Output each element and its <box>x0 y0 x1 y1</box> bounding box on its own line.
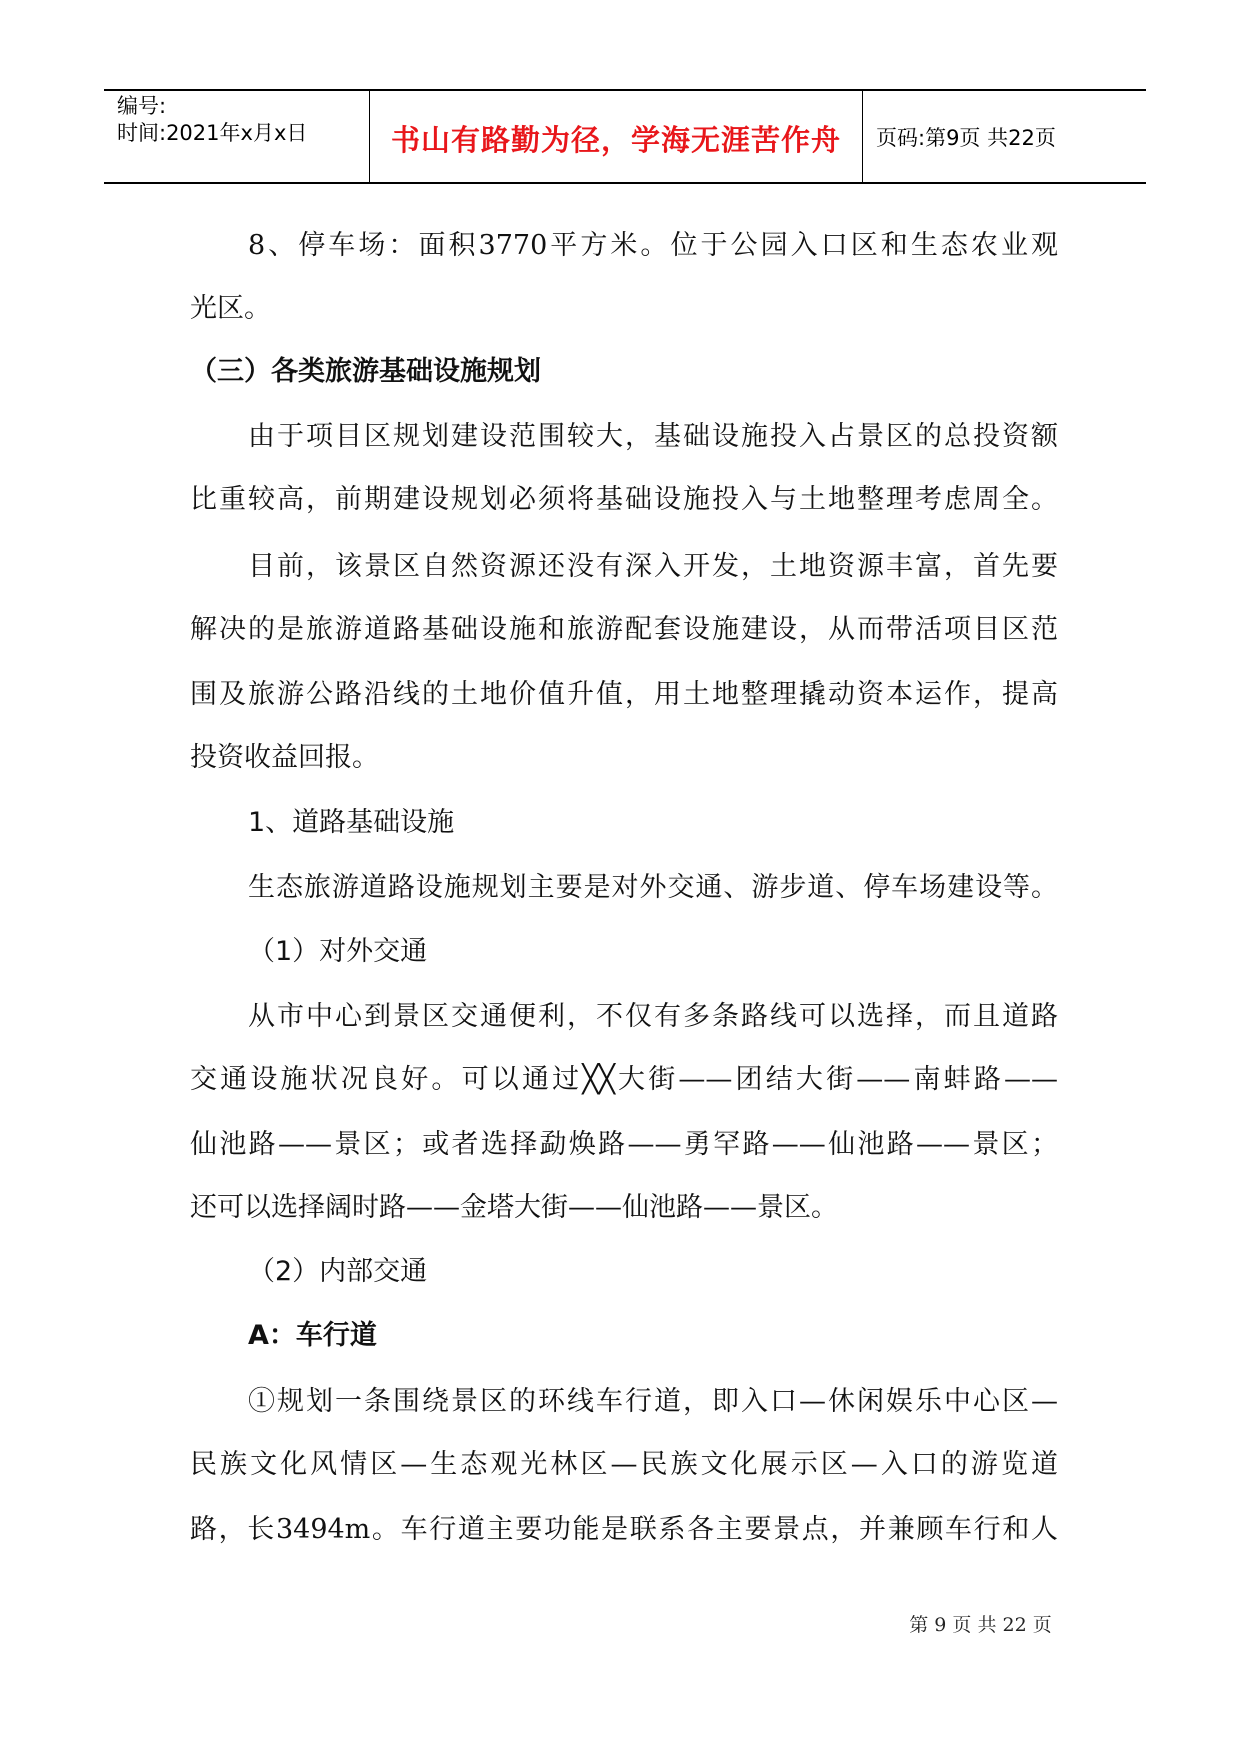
body-line: 路，长3494m。车行道主要功能是联系各主要景点，并兼顾车行和人 <box>190 1514 1058 1545</box>
page-footer: 第 9 页 共 22 页 <box>909 1614 1052 1636</box>
body-line: 民族文化风情区—生态观光林区—民族文化展示区—入口的游览道 <box>190 1449 1058 1480</box>
body-line: ①规划一条围绕景区的环线车行道，即入口—休闲娱乐中心区— <box>248 1386 1058 1417</box>
subsection-heading: A：车行道 <box>248 1320 377 1351</box>
header-number-label: 编号: <box>117 94 167 118</box>
body-line: 生态旅游道路设施规划主要是对外交通、游步道、停车场建设等。 <box>248 872 1058 903</box>
header-top-rule <box>104 89 1146 91</box>
subsection-heading: （2）内部交通 <box>248 1256 428 1287</box>
header-motto: 书山有路勤为径，学海无涯苦作舟 <box>390 123 841 157</box>
body-line: 仙池路——景区；或者选择勐焕路——勇罕路——仙池路——景区； <box>190 1129 1058 1160</box>
body-line: 投资收益回报。 <box>190 742 379 773</box>
header-date-label: 时间:2021年x月x日 <box>117 121 308 145</box>
body-line: 由于项目区规划建设范围较大，基础设施投入占景区的总投资额 <box>248 421 1058 452</box>
body-line: 从市中心到景区交通便利，不仅有多条路线可以选择，而且道路 <box>248 1001 1058 1032</box>
body-line: 交通设施状况良好。可以通过╳╳大街——团结大街——南蚌路—— <box>190 1064 1058 1095</box>
header-divider-right <box>862 89 863 183</box>
body-line: 围及旅游公路沿线的土地价值升值，用土地整理撬动资本运作，提高 <box>190 679 1058 710</box>
body-line: 光区。 <box>190 293 271 324</box>
subsection-heading: 1、道路基础设施 <box>248 807 455 838</box>
body-line: 目前，该景区自然资源还没有深入开发，土地资源丰富，首先要 <box>248 551 1058 582</box>
header-page-label: 页码:第9页 共22页 <box>876 126 1056 150</box>
body-line: 解决的是旅游道路基础设施和旅游配套设施建设，从而带活项目区范 <box>190 614 1058 645</box>
section-heading: （三）各类旅游基础设施规划 <box>190 356 541 387</box>
subsection-heading: （1）对外交通 <box>248 936 428 967</box>
header-bottom-rule <box>104 182 1146 184</box>
body-line: 比重较高，前期建设规划必须将基础设施投入与土地整理考虑周全。 <box>190 484 1058 515</box>
body-line: 8、停车场：面积3770平方米。位于公园入口区和生态农业观 <box>248 230 1058 261</box>
body-line: 还可以选择阔时路——金塔大街——仙池路——景区。 <box>190 1192 838 1223</box>
